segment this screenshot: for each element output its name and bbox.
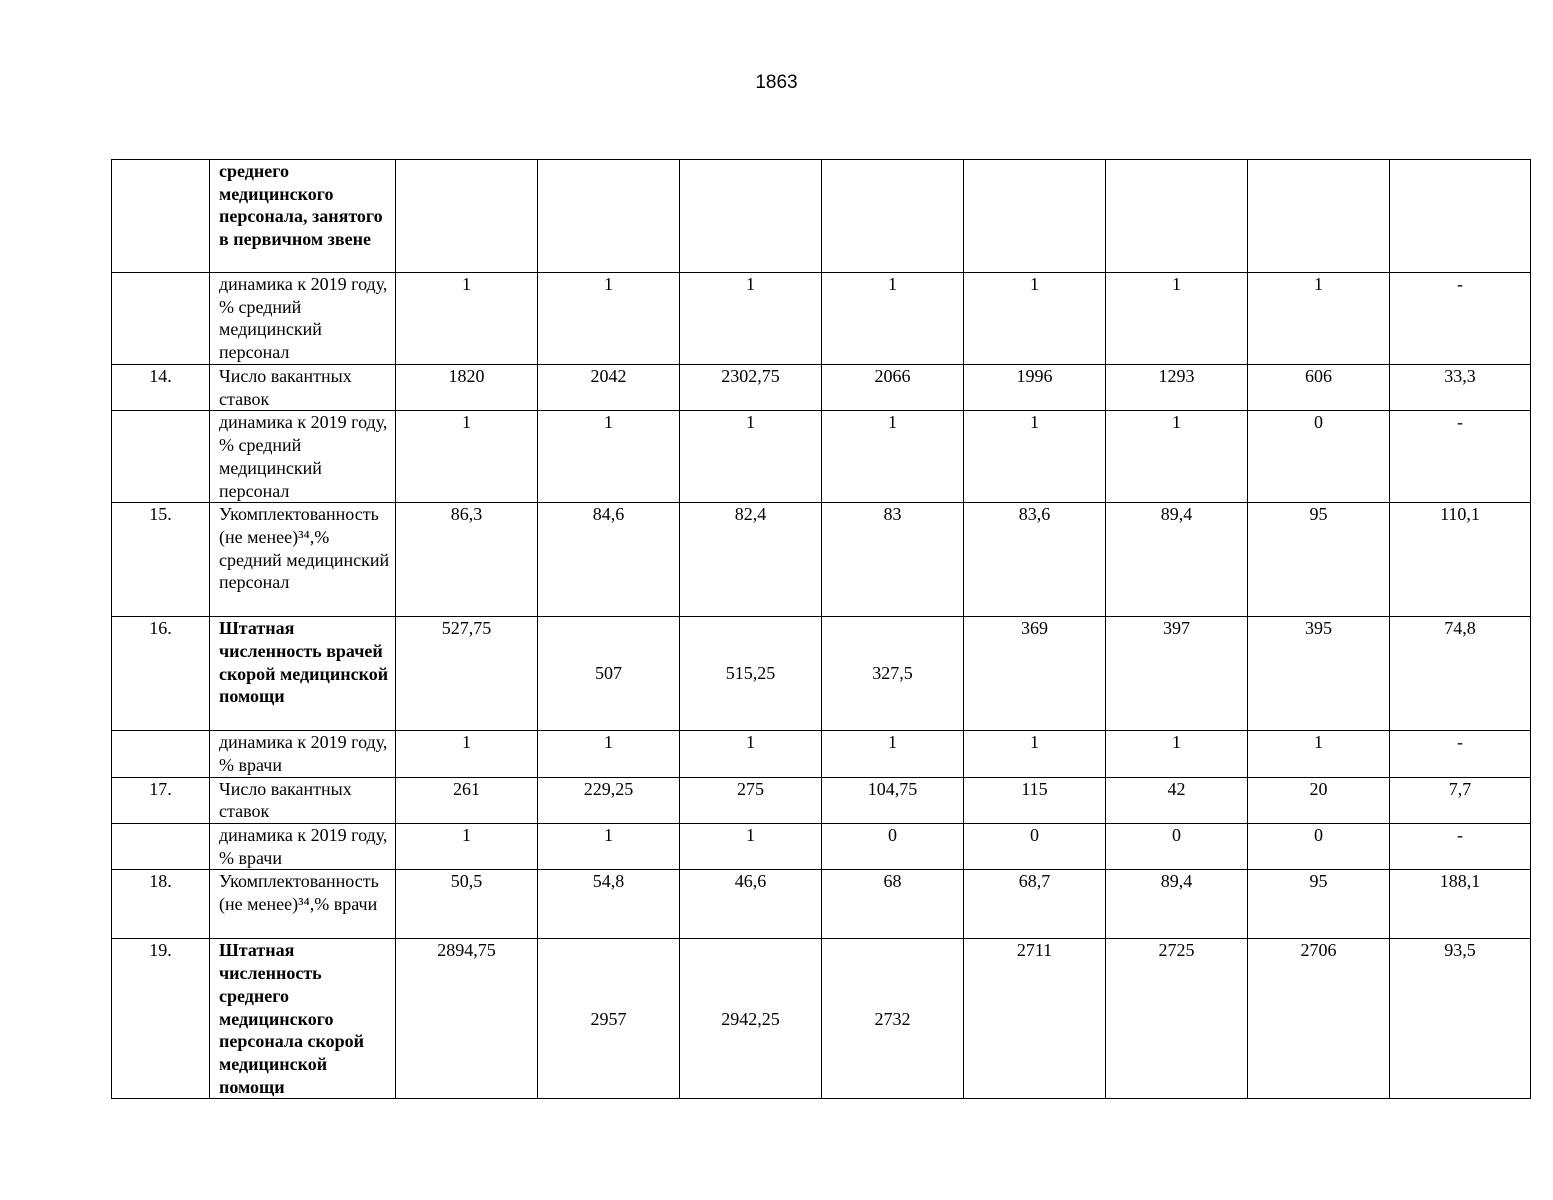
value-cell: 1 — [396, 731, 538, 777]
value-cell: 507 — [538, 617, 680, 731]
value-cell: 188,1 — [1390, 870, 1531, 939]
value-cell: 110,1 — [1390, 503, 1531, 617]
page-number: 1863 — [755, 72, 798, 93]
row-label-cell: среднего медицинского персонала, занятого в первичном звене — [210, 160, 396, 273]
row-number-cell: 18. — [112, 870, 210, 939]
value-cell — [1248, 160, 1390, 273]
value-cell: 82,4 — [680, 503, 822, 617]
value-cell: 0 — [822, 824, 964, 870]
value-cell: 229,25 — [538, 777, 680, 823]
value-cell: 95 — [1248, 503, 1390, 617]
table-row — [112, 503, 1531, 617]
value-cell: 0 — [964, 824, 1106, 870]
value-cell: 0 — [1248, 411, 1390, 503]
value-cell: 1 — [538, 824, 680, 870]
value-cell: 2302,75 — [680, 365, 822, 411]
table-row — [112, 824, 1531, 870]
value-cell: 1 — [964, 731, 1106, 777]
table-row — [112, 273, 1531, 365]
value-cell: 104,75 — [822, 777, 964, 823]
value-cell: 1 — [680, 824, 822, 870]
value-cell: 89,4 — [1106, 870, 1248, 939]
value-cell: 2725 — [1106, 939, 1248, 1099]
value-cell: 83 — [822, 503, 964, 617]
value-cell: 1 — [396, 824, 538, 870]
table-row — [112, 160, 1531, 273]
value-cell: 2066 — [822, 365, 964, 411]
table-row — [112, 731, 1531, 777]
value-cell: - — [1390, 731, 1531, 777]
value-cell: 1 — [538, 731, 680, 777]
value-cell: 68,7 — [964, 870, 1106, 939]
row-number-cell — [112, 160, 210, 273]
value-cell: 1 — [964, 411, 1106, 503]
value-cell: 1 — [396, 273, 538, 365]
value-cell: 2711 — [964, 939, 1106, 1099]
value-cell: 42 — [1106, 777, 1248, 823]
value-cell: 86,3 — [396, 503, 538, 617]
row-label-cell: динамика к 2019 году, % врачи — [210, 824, 396, 870]
table-row — [112, 411, 1531, 503]
row-label-cell: Число вакантных ставок — [210, 365, 396, 411]
value-cell: 93,5 — [1390, 939, 1531, 1099]
value-cell: 0 — [1248, 824, 1390, 870]
value-cell: 2706 — [1248, 939, 1390, 1099]
value-cell: 50,5 — [396, 870, 538, 939]
value-cell: 515,25 — [680, 617, 822, 731]
value-cell: 1 — [680, 411, 822, 503]
value-cell — [538, 160, 680, 273]
row-number-cell — [112, 273, 210, 365]
row-number-cell: 19. — [112, 939, 210, 1099]
value-cell: 2732 — [822, 939, 964, 1099]
value-cell — [1106, 160, 1248, 273]
table-row — [112, 617, 1531, 731]
value-cell: 1996 — [964, 365, 1106, 411]
value-cell: 68 — [822, 870, 964, 939]
row-number-cell — [112, 731, 210, 777]
value-cell: 1 — [1106, 731, 1248, 777]
row-label-cell: Укомплектованность (не менее)³⁴,% средний медицинский персонал — [210, 503, 396, 617]
value-cell: 1 — [680, 273, 822, 365]
value-cell: 1820 — [396, 365, 538, 411]
value-cell: 84,6 — [538, 503, 680, 617]
value-cell: 261 — [396, 777, 538, 823]
value-cell: 2957 — [538, 939, 680, 1099]
row-number-cell — [112, 824, 210, 870]
value-cell: 1 — [396, 411, 538, 503]
value-cell: 1 — [822, 273, 964, 365]
value-cell: 1 — [538, 273, 680, 365]
value-cell: 369 — [964, 617, 1106, 731]
value-cell: 1 — [538, 411, 680, 503]
value-cell — [1390, 160, 1531, 273]
row-label-cell: динамика к 2019 году, % врачи — [210, 731, 396, 777]
value-cell: 527,75 — [396, 617, 538, 731]
table-row — [112, 365, 1531, 411]
value-cell: 275 — [680, 777, 822, 823]
value-cell: 395 — [1248, 617, 1390, 731]
value-cell — [822, 160, 964, 273]
value-cell: 327,5 — [822, 617, 964, 731]
value-cell: 2894,75 — [396, 939, 538, 1099]
value-cell: 1 — [1106, 411, 1248, 503]
row-number-cell: 17. — [112, 777, 210, 823]
row-number-cell — [112, 411, 210, 503]
value-cell: 1 — [822, 731, 964, 777]
table-row — [112, 870, 1531, 939]
value-cell: 1 — [1248, 731, 1390, 777]
statistics-table — [111, 159, 1531, 1099]
value-cell: 33,3 — [1390, 365, 1531, 411]
value-cell: 0 — [1106, 824, 1248, 870]
value-cell: 1 — [680, 731, 822, 777]
value-cell: 1 — [1106, 273, 1248, 365]
value-cell: 1 — [964, 273, 1106, 365]
value-cell: 1 — [1248, 273, 1390, 365]
value-cell: 83,6 — [964, 503, 1106, 617]
value-cell — [964, 160, 1106, 273]
value-cell: - — [1390, 824, 1531, 870]
row-number-cell: 15. — [112, 503, 210, 617]
value-cell: 1 — [822, 411, 964, 503]
row-label-cell: Укомплектованность (не менее)³⁴,% врачи — [210, 870, 396, 939]
table-row — [112, 777, 1531, 823]
value-cell: 46,6 — [680, 870, 822, 939]
row-number-cell: 16. — [112, 617, 210, 731]
value-cell: 2042 — [538, 365, 680, 411]
row-label-cell: Штатная численность врачей скорой медицинской помощи — [210, 617, 396, 731]
row-number-cell: 14. — [112, 365, 210, 411]
row-label-cell: Число вакантных ставок — [210, 777, 396, 823]
table-row — [112, 939, 1531, 1099]
value-cell: 7,7 — [1390, 777, 1531, 823]
value-cell: 115 — [964, 777, 1106, 823]
row-label-cell: динамика к 2019 году, % средний медицинский персонал — [210, 273, 396, 365]
value-cell: - — [1390, 411, 1531, 503]
value-cell: - — [1390, 273, 1531, 365]
value-cell: 1293 — [1106, 365, 1248, 411]
row-label-cell: динамика к 2019 году, % средний медицинский персонал — [210, 411, 396, 503]
value-cell — [680, 160, 822, 273]
value-cell: 397 — [1106, 617, 1248, 731]
value-cell: 95 — [1248, 870, 1390, 939]
value-cell: 2942,25 — [680, 939, 822, 1099]
value-cell: 89,4 — [1106, 503, 1248, 617]
value-cell: 20 — [1248, 777, 1390, 823]
value-cell: 74,8 — [1390, 617, 1531, 731]
value-cell: 54,8 — [538, 870, 680, 939]
value-cell — [396, 160, 538, 273]
row-label-cell: Штатная численность среднего медицинского персонала скорой медицинской помощи — [210, 939, 396, 1099]
value-cell: 606 — [1248, 365, 1390, 411]
